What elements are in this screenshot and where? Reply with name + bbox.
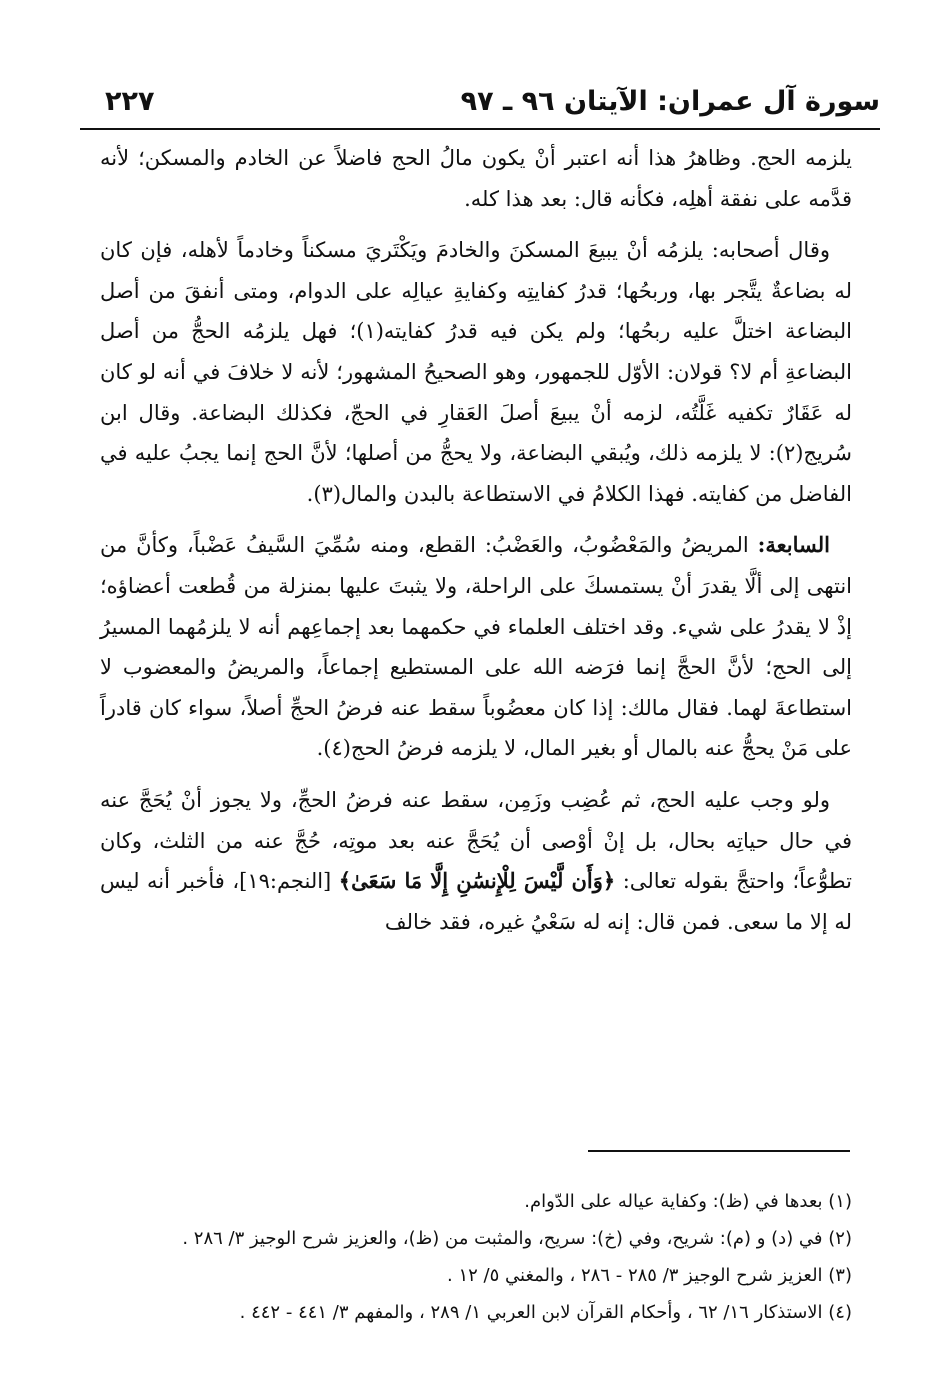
paragraph	[100, 138, 852, 219]
footnote: (١) بعدها في (ظ): وكفاية عياله على الدّوام.	[524, 1191, 852, 1212]
paragraph-text: وقال أصحابه: يلزمُه أنْ يبيعَ المسكنَ والخادمَ ويَكْتَريَ مسكناً وخادماً لأهله، فإن كان له بضاعةٌ يتَّجر بها، وربحُها؛ قدرُ كفايتِه وكفايةِ عيالِه على الدوام، ومتى أنفقَ من أصل البضاعة اختلَّ عليه ربحُها؛ ولم يكن فيه قدرُ كفايته(١)؛ فهل يلزمُه الحجُّ من أصل البضاعةِ أم لا؟ قولان: الأوّل للجمهور، وهو الصحيحُ المشهور؛ لأنه لا خلافَ في أنه لو كان له عَقَارٌ تكفيه غَلَّتُه، لزمه أنْ يبيعَ أصلَ العَقارِ في الحجّ، فكذلك البضاعة. وقال ابن سُريج(٢): لا يلزمه ذلك، ويُبقي البضاعة، ولا يحجُّ من أصلها؛ لأنَّ الحج إنما يجبُ عليه في الفاضل من كفايته. فهذا الكلامُ في الاستطاعة بالبدن والمال(٣).	[100, 238, 852, 506]
page-header	[80, 82, 880, 130]
footnote: (٢) في (د) و (م): شريح، وفي (خ): سريح، والمثبت من (ظ)، والعزيز شرح الوجيز ٣/ ٢٨٦ .	[182, 1228, 852, 1249]
page-number: ٢٢٧	[105, 86, 155, 117]
paragraph-text: ولو وجب عليه الحج، ثم عُضِب وزَمِن، سقط عنه فرضُ الحجِّ، ولا يجوز أنْ يُحَجَّ عنه في حال حياتِه بحال، بل إنْ أوْصى أن يُحَجَّ عنه بعد موتِه، حُجَّ عنه من الثلث، وكان تطوُّعاً؛ واحتجَّ بقوله تعالى:	[100, 787, 852, 894]
paragraph	[100, 525, 852, 769]
paragraph-text: المريضُ والمَعْضُوبُ، والعَضْبُ: القطع، ومنه سُمِّيَ السَّيفُ عَضْباً، وكأنَّ من انتهى إلى ألَّا يقدرَ أنْ يستمسكَ على الراحلة، ولا يثبتَ عليها بمنزلة من قُطعت أعضاؤه؛ إذْ لا يقدرُ على شيء. وقد اختلف العلماء في حكمهما بعد إجماعِهم أنه لا يلزمُهما المسيرُ إلى الحج؛ لأنَّ الحجَّ إنما فرَضه الله على المستطيع إجماعاً، والمريضُ والمعضوب لا استطاعةَ لهما. فقال مالك: إذا كان معضُوباً سقط عنه فرضُ الحجِّ أصلاً، سواء كان قادراً على مَنْ يحجُّ عنه بالمال أو بغير المال، لا يلزمه فرضُ الحج(٤).	[100, 533, 852, 761]
footnotes	[120, 1183, 852, 1331]
running-title: سورة آل عمران: الآيتان ٩٦ ـ ٩٧	[460, 86, 880, 117]
section-lead: السابعة:	[757, 532, 830, 558]
paragraph-text: [النجم:١٩]، فأخبر أنه ليس له إلا ما سعى. فمن قال: إنه له سَعْيُ غيره، فقد خالف	[100, 869, 852, 934]
quran-verse: ﴿وَأَن لَّيْسَ لِلْإِنسَٰنِ إِلَّا مَا سَعَىٰ﴾	[338, 868, 616, 894]
footnote: (٤) الاستذكار ١٦/ ٦٢ ، وأحكام القرآن لابن العربي ١/ ٢٨٩ ، والمفهم ٣/ ٤٤١ - ٤٤٢ .	[239, 1302, 852, 1323]
paragraph-text: يلزمه الحج. وظاهرُ هذا أنه اعتبر أنْ يكون مالُ الحج فاضلاً عن الخادم والمسكن؛ لأنه قدَّمه على نفقة أهلِه، فكأنه قال: بعد هذا كله.	[100, 146, 852, 211]
paragraph	[100, 780, 852, 942]
footnote: (٣) العزيز شرح الوجيز ٣/ ٢٨٥ - ٢٨٦ ، والمغني ٥/ ١٢ .	[447, 1265, 852, 1286]
main-text	[100, 138, 852, 942]
paragraph	[100, 230, 852, 514]
footnote-separator	[588, 1150, 850, 1152]
